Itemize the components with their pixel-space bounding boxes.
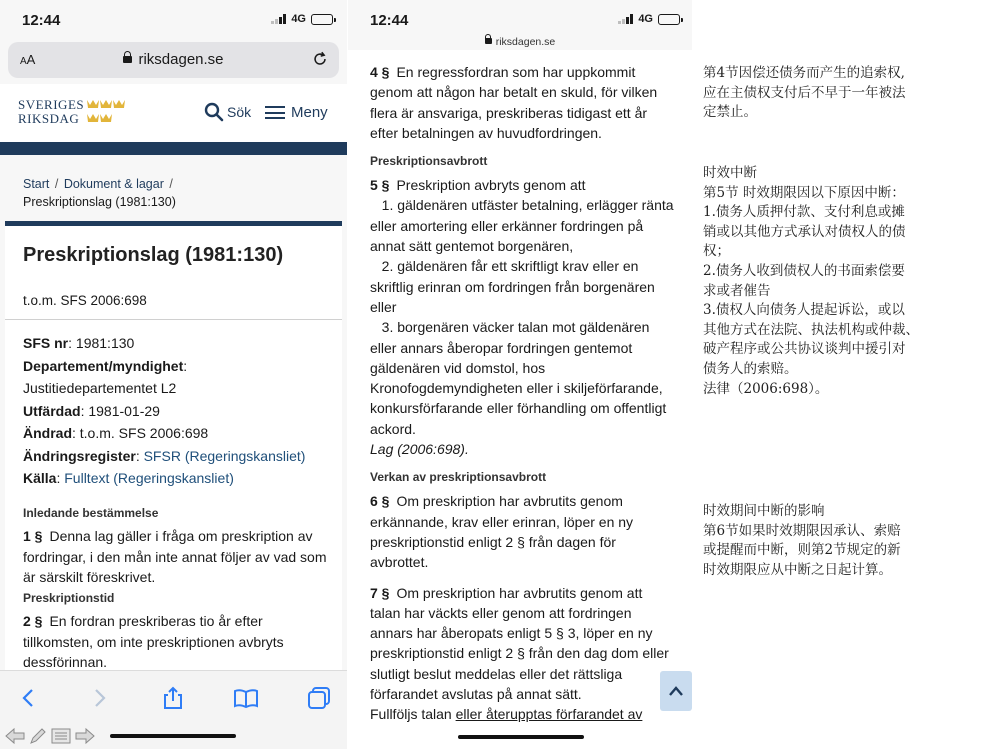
arrow-right-icon[interactable] bbox=[74, 726, 96, 746]
compact-url-text: riksdagen.se bbox=[495, 36, 556, 48]
document-card bbox=[5, 221, 342, 681]
search-label: Sök bbox=[227, 104, 252, 120]
text-size-button[interactable]: AA bbox=[20, 52, 36, 67]
logo-line2: RIKSDAG bbox=[18, 111, 80, 126]
paragraph-4: 4 § En regressfordran som har uppkommit genom att någon har betalt en skuld, för vilken flera är ansvariga, preskriberas tidigast ett år efter betalningen av huvudfordringen. bbox=[370, 64, 658, 141]
paragraph-7: 7 § Om preskription har avbrutits genom att talan har väckts eller genom att fordringen annars har åberopats enligt 5 § 3, löper en ny preskriptionstid enligt 2 § från den dag dom eller slutligt beslut meddelas eller det rättsliga förfarandet avslutas på annat sätt. bbox=[370, 584, 669, 703]
section-heading: Preskriptionstid bbox=[23, 591, 115, 605]
pen-icon[interactable] bbox=[28, 726, 48, 746]
menu-button[interactable] bbox=[265, 104, 328, 121]
menu-label: Meny bbox=[291, 104, 328, 121]
doc-subtitle: t.o.m. SFS 2006:698 bbox=[23, 293, 147, 308]
list-icon[interactable] bbox=[50, 726, 72, 746]
paragraph-7-continued: Fullföljs talan eller återupptas förfarandet av bbox=[370, 706, 643, 723]
note-section-6: 时效期间中断的影响 第6节如果时效期限因承认、索赔 或提醒而中断，则第2节规定的新 时效期限应从中断之日起计算。 bbox=[703, 502, 993, 580]
site-header bbox=[0, 84, 347, 142]
reload-icon[interactable] bbox=[311, 50, 329, 68]
meta-register: Ändringsregister: SFSR (Regeringskansliet) bbox=[23, 447, 306, 464]
logo-line1: SVERIGES bbox=[18, 97, 85, 112]
paragraph-5-item-2: 2. gäldenären får ett skriftligt krav eller en skriftlig erinran om fordringen från borgenären eller bbox=[370, 258, 655, 315]
network-label: 4G bbox=[291, 13, 306, 25]
scroll-to-top-button[interactable] bbox=[660, 671, 692, 711]
status-time: 12:44 bbox=[22, 12, 61, 29]
arrow-left-icon[interactable] bbox=[4, 726, 26, 746]
meta-changed: Ändrad: t.o.m. SFS 2006:698 bbox=[23, 425, 209, 441]
home-indicator bbox=[458, 735, 584, 739]
url-host-text: riksdagen.se bbox=[138, 51, 224, 68]
tabs-icon[interactable] bbox=[306, 685, 332, 711]
share-icon[interactable] bbox=[160, 685, 186, 711]
note-section-5: 时效中断 第5节 时效期限因以下原因中断： 1.债务人质押付款、支付利息或摊 销或以其他方式承认对债权人的债 权； 2.债务人收到债权人的书面索偿要 求或者催告 3.债权人向债务人提起诉讼，或以 其他方式在法院、执法机构或仲裁、 破产程序或公共协议谈判中援引对 债务人的索赔。 法律（2006:698）。 bbox=[703, 164, 993, 399]
meta-dept: Departement/myndighet: bbox=[23, 357, 188, 374]
safari-toolbar bbox=[0, 670, 347, 749]
breadcrumb-start[interactable]: Start bbox=[23, 177, 50, 191]
meta-dept-value: Justitiedepartementet L2 bbox=[23, 380, 177, 396]
doc-metadata bbox=[23, 332, 338, 490]
note-title: 时效期间中断的影响 bbox=[703, 503, 825, 519]
crowns-icon bbox=[86, 98, 126, 128]
paragraph-5: 5 § Preskription avbryts genom att bbox=[370, 177, 586, 194]
status-indicators bbox=[271, 13, 333, 25]
search-button[interactable] bbox=[204, 102, 251, 122]
markup-tools bbox=[4, 726, 96, 746]
forward-icon[interactable] bbox=[86, 685, 112, 711]
note-title: 时效中断 bbox=[703, 165, 757, 181]
chevron-up-icon bbox=[668, 685, 684, 697]
back-icon[interactable] bbox=[16, 685, 42, 711]
url-host[interactable] bbox=[8, 51, 339, 68]
paragraph-1: 1 § Denna lag gäller i fråga om preskription av fordringar, i den mån inte annat följer av vad som är särskilt föreskrivet. bbox=[23, 528, 327, 585]
search-icon bbox=[204, 102, 224, 122]
riksdag-logo[interactable] bbox=[18, 98, 84, 126]
law-text bbox=[370, 62, 676, 725]
home-indicator bbox=[110, 734, 236, 738]
signal-icon bbox=[618, 14, 633, 24]
breadcrumb-docs[interactable]: Dokument & lagar bbox=[63, 177, 164, 191]
section-heading: Preskriptionsavbrott bbox=[370, 154, 488, 169]
bookmarks-icon[interactable] bbox=[233, 685, 259, 711]
lock-icon bbox=[123, 56, 132, 63]
note-section-4: 第4节因偿还债务而产生的追索权, 应在主债权支付后不早于一年被法 定禁止。 bbox=[703, 65, 906, 121]
register-link[interactable]: SFSR (Regeringskansliet) bbox=[143, 447, 306, 464]
battery-icon bbox=[658, 14, 680, 25]
breadcrumb-current: Preskriptionslag (1981:130) bbox=[23, 195, 176, 209]
page-content bbox=[0, 155, 347, 670]
address-bar[interactable] bbox=[8, 42, 339, 78]
breadcrumb: Start / Dokument & lagar / Preskriptionslag (1981:130) bbox=[23, 175, 323, 211]
divider bbox=[5, 319, 342, 320]
status-bar bbox=[348, 0, 692, 50]
translation-notes bbox=[703, 0, 993, 749]
status-time: 12:44 bbox=[370, 12, 409, 29]
law-reference: Lag (2006:698). bbox=[370, 441, 469, 458]
network-label: 4G bbox=[638, 13, 653, 25]
section-1 bbox=[23, 506, 328, 588]
lock-icon bbox=[485, 38, 492, 44]
section-heading: Inledande bestämmelse bbox=[23, 506, 159, 520]
left-phone-screen bbox=[0, 0, 347, 749]
meta-issued: Utfärdad: 1981-01-29 bbox=[23, 402, 160, 419]
page-title: Preskriptionslag (1981:130) bbox=[23, 244, 284, 266]
home-strip bbox=[0, 723, 347, 749]
compact-url[interactable] bbox=[348, 36, 692, 48]
status-bar bbox=[0, 0, 347, 38]
paragraph-5-item-1: 1. gäldenären utfäster betalning, erlägger ränta eller amortering eller erkänner fordringen på annat sätt gentemot borgenären, bbox=[370, 197, 674, 255]
meta-source: Källa: Fulltext (Regeringskansliet) bbox=[23, 470, 234, 486]
meta-sfs: SFS nr: 1981:130 bbox=[23, 335, 135, 351]
paragraph-5-item-3: 3. borgenären väcker talan mot gäldenären eller annars åberopar fordringen gentemot gäldenären vid domstol, hos Kronofogdemyndigheten eller i skiljeförfarande, konkursförfarande eller förhandling om offentligt ackord. bbox=[370, 319, 667, 437]
fulltext-link[interactable]: Fulltext (Regeringskansliet) bbox=[64, 470, 234, 486]
signal-icon bbox=[271, 14, 286, 24]
paragraph-2: 2 § En fordran preskriberas tio år efter tillkomsten, om inte preskriptionen avbryts dessförinnan. bbox=[23, 613, 284, 670]
hamburger-icon bbox=[265, 106, 285, 119]
right-phone-screen bbox=[348, 0, 692, 749]
battery-icon bbox=[311, 14, 333, 25]
status-indicators bbox=[618, 13, 680, 25]
header-band bbox=[0, 142, 347, 155]
section-2 bbox=[23, 591, 328, 673]
paragraph-6: 6 § Om preskription har avbrutits genom erkännande, krav eller erinran, löper en ny preskriptionstid enligt 2 § från dagen för avbrottet. bbox=[370, 493, 634, 571]
section-heading: Verkan av preskriptionsavbrott bbox=[370, 470, 547, 485]
